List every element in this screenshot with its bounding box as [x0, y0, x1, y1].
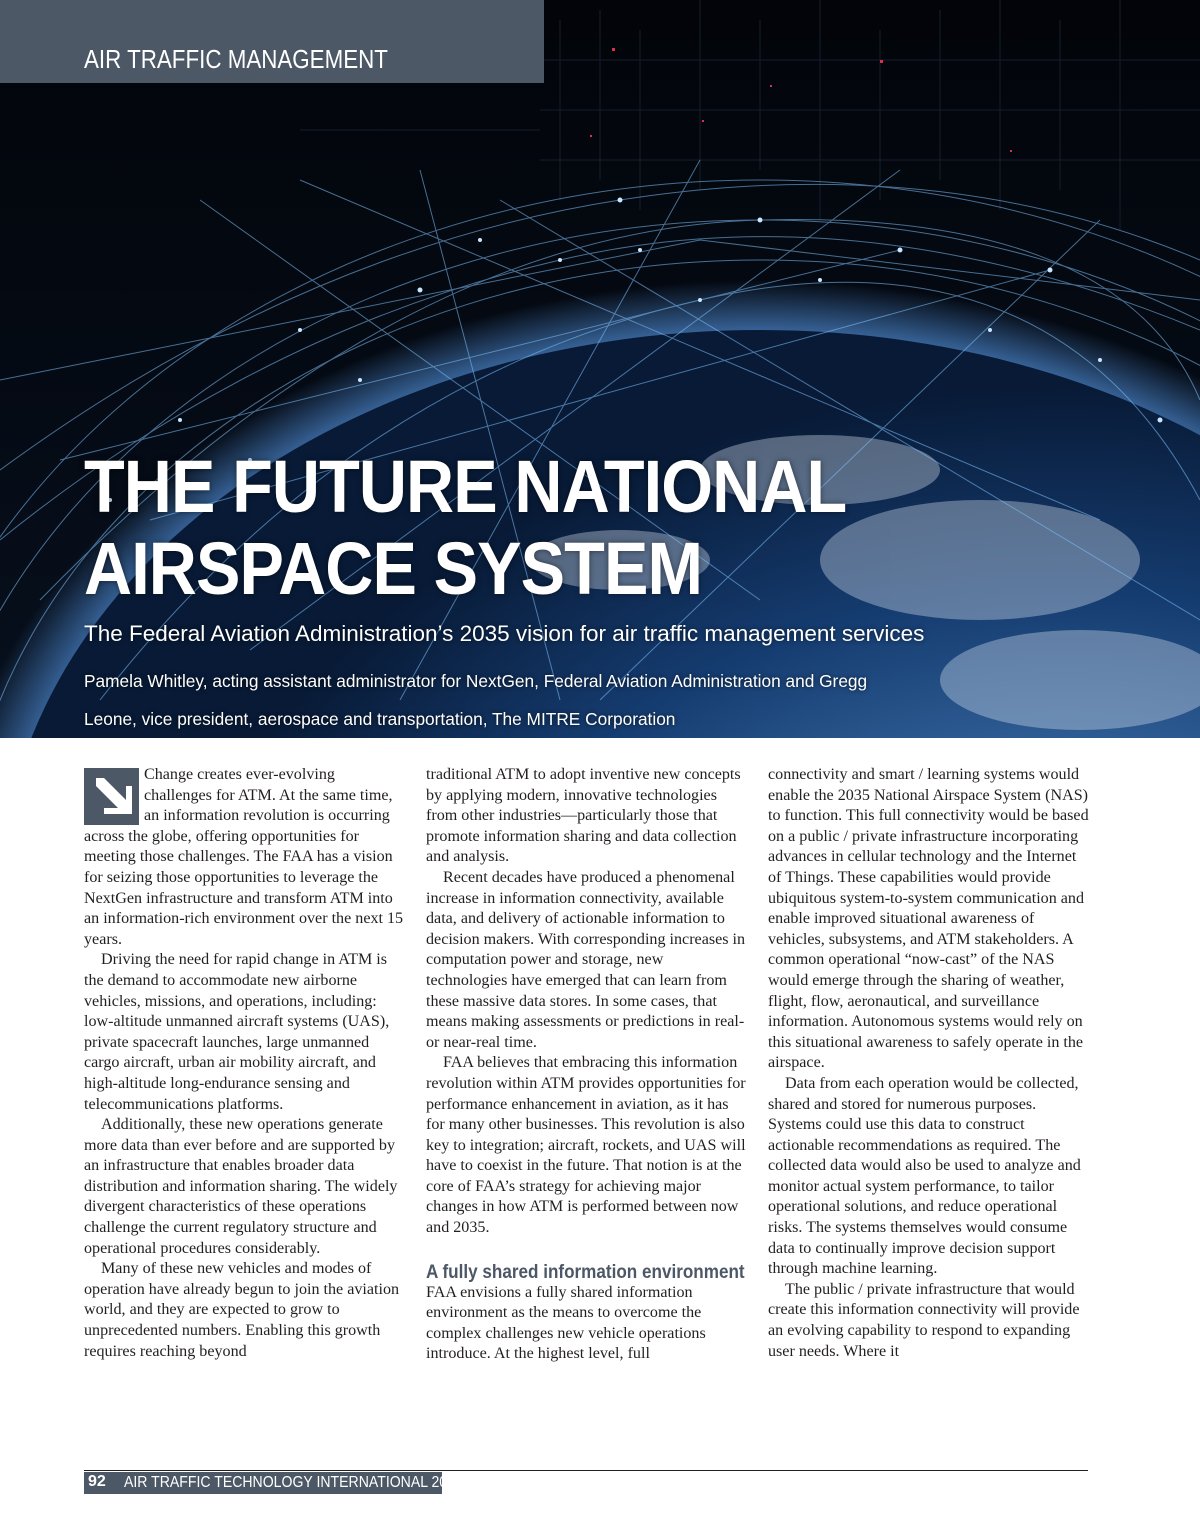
byline-line-1: Pamela Whitley, acting assistant administrator for NextGen, Federal Aviation Administration and Gregg: [84, 671, 868, 691]
section-label: AIR TRAFFIC MANAGEMENT: [84, 44, 388, 74]
magazine-title: AIR TRAFFIC TECHNOLOGY INTERNATIONAL 2021: [124, 1474, 463, 1491]
paragraph: traditional ATM to adopt inventive new concepts by applying modern, innovative technologies from other industries—particularly those that promote information sharing and data collection and analysis.: [426, 766, 741, 866]
text-column-1: [84, 765, 406, 1362]
paragraph: Data from each operation would be collected, shared and stored for numerous purposes. Systems could use this data to construct actionable recommendations as required. The collected data would also be used to analyze and monitor actual system performance, to tailor operational solutions, and reduce operational risks. The systems themselves would consume data to continually improve decision support through machine learning.: [768, 1074, 1081, 1278]
article-headline: [84, 446, 846, 610]
headline-line-1: THE FUTURE NATIONAL: [84, 445, 847, 528]
headline-line-2: AIRSPACE SYSTEM: [84, 527, 703, 610]
paragraph: Driving the need for rapid change in ATM is the demand to accommodate new airborne vehicles, missions, and operations, including: low-altitude unmanned aircraft systems (UAS), private spacecraft launches, large unmanned cargo aircraft, urban air mobility aircraft, and high-altitude long-endurance sensing and telecommunications platforms.: [84, 951, 390, 1113]
byline-line-2: Leone, vice president, aerospace and transportation, The MITRE Corporation: [84, 709, 676, 729]
section-subhead: A fully shared information environment: [426, 1261, 745, 1283]
section-tab: [0, 0, 544, 83]
paragraph: Change creates ever-evolving challenges for ATM. At the same time, an information revolution is occurring across the globe, offering opportunities for meeting those challenges. The FAA has a vision for seizing those opportunities to leverage the NextGen infrastructure and transform ATM into an information-rich environment over the next 15 years.: [84, 766, 404, 948]
paragraph: Additionally, these new operations generate more data than ever before and are supported by an infrastructure that enables broader data distribution and information sharing. The widely divergent characteristics of these operations challenge the current regulatory structure and operational procedures considerably.: [84, 1116, 398, 1257]
arrow-icon: [84, 768, 139, 825]
footer-divider: [84, 1470, 1088, 1471]
byline: [84, 662, 1044, 738]
paragraph: connectivity and smart / learning systems would enable the 2035 National Airspace System (NAS) to function. This full connectivity would be based on a public / private infrastructure incorporating advances in cellular technology and the Internet of Things. These capabilities would provide ubiquitous system-to-system communication and enable improved situational awareness of vehicles, subsystems, and ATM stakeholders. A common operational “now-cast” of the NAS would emerge through the sharing of weather, flight, flow, aeronautical, and surveillance information. Autonomous systems would rely on this situational awareness to safely operate in the airspace.: [768, 766, 1089, 1072]
article-subtitle: The Federal Aviation Administration’s 2035 vision for air traffic management services: [84, 621, 925, 646]
paragraph: FAA envisions a fully shared information environment as the means to overcome the complex challenges new vehicle operations introduce. At the highest level, full: [426, 1283, 706, 1363]
paragraph: The public / private infrastructure that would create this information connectivity will provide an evolving capability to respond to expanding user needs. Where it: [768, 1280, 1080, 1360]
paragraph: FAA believes that embracing this information revolution within ATM provides opportunities for performance enhancement in aviation, as it has for many other businesses. This revolution is also key to integration; aircraft, rockets, and UAS will have to coexist in the future. That notion is at the core of FAA’s strategy for achieving major changes in how ATM is performed between now and 2035.: [426, 1054, 746, 1237]
page-number: 92: [88, 1473, 106, 1490]
paragraph: Many of these new vehicles and modes of operation have already begun to join the aviation world, and they are expected to grow to unprecedented numbers. Enabling this growth requires reaching beyond: [84, 1260, 400, 1360]
text-column-3: [768, 765, 1090, 1362]
text-column-2: [426, 765, 748, 1365]
paragraph: Recent decades have produced a phenomenal increase in information connectivity, available data, and delivery of actionable information to decision makers. With corresponding increases in computation power and storage, new technologies have emerged that can learn from these massive data stores. In some cases, that means making assessments or predictions in real- or near-real time.: [426, 868, 746, 1051]
